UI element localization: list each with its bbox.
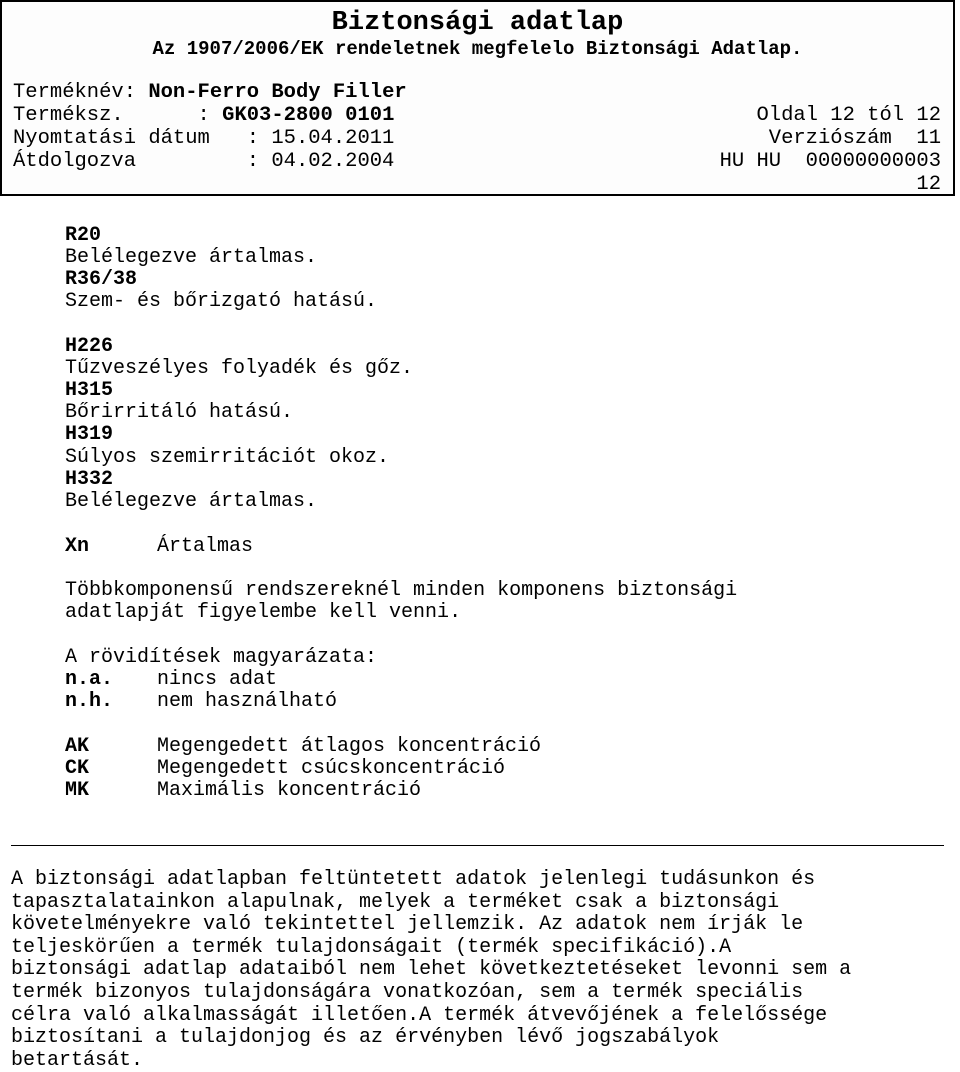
- print-date-row: [13, 127, 394, 150]
- print-date-label: Nyomtatási dátum :: [13, 127, 272, 150]
- version-number: Verziószám 11: [768, 127, 941, 150]
- concentration-code: AK: [65, 735, 90, 758]
- revised-row: [13, 150, 394, 173]
- product-number-row: [13, 104, 394, 127]
- concentration-code: CK: [65, 757, 90, 780]
- r-phrase-code: R20: [65, 224, 102, 247]
- hazard-symbol-text: Ártalmas: [157, 535, 254, 558]
- product-name-label: Terméknév:: [13, 81, 149, 104]
- concentration-text: Megengedett csúcskoncentráció: [157, 757, 506, 780]
- h-phrase-text: Bőrirritáló hatású.: [65, 401, 294, 424]
- document-subtitle: Az 1907/2006/EK rendeletnek megfelelo Biztonsági Adatlap.: [152, 38, 803, 60]
- print-date: 15.04.2011: [271, 127, 395, 150]
- r-phrase-code: R36/38: [65, 268, 138, 291]
- concentration-text: Megengedett átlagos koncentráció: [157, 735, 542, 758]
- product-number-label: Terméksz. :: [13, 104, 223, 127]
- page-number: Oldal 12 tól 12: [756, 104, 941, 127]
- note-line: adatlapját figyelembe kell venni.: [65, 601, 462, 624]
- abbreviation-text: nincs adat: [157, 668, 278, 691]
- abbreviation-code: n.a.: [65, 668, 114, 691]
- h-phrase-code: H332: [65, 468, 114, 491]
- concentration-text: Maximális koncentráció: [157, 779, 422, 802]
- h-phrase-text: Tűzveszélyes folyadék és gőz.: [65, 357, 414, 380]
- r-phrase-text: Belélegezve ártalmas.: [65, 246, 318, 269]
- abbreviation-code: n.h.: [65, 690, 114, 713]
- h-phrase-text: Belélegezve ártalmas.: [65, 490, 318, 513]
- h-phrase-text: Súlyos szemirritációt okoz.: [65, 446, 390, 469]
- disclaimer-paragraph: A biztonsági adatlapban feltüntetett adatok jelenlegi tudásunkon és tapasztalatainkon alapulnak, melyek a terméket csak a biztonsági követelményekre való tekintettel jellemzik. Az adatok nem írják le teljeskörűen a termék tulajdonságait (termék specifikáció).A biztonsági adatlap adataiból nem lehet következtetéseket levonni sem a termék bizonyos tulajdonságára vonatkozóan, sem a termék speciális célra való alkalmasságát illetően.A termék átvevőjének a felelőssége biztosítani a tulajdonjog és az érvényben lévő jogszabályok betartását.: [11, 868, 852, 1072]
- h-phrase-code: H315: [65, 379, 114, 402]
- revised-label: Átdolgozva :: [13, 150, 272, 173]
- document-title: Biztonsági adatlap: [331, 8, 624, 38]
- product-name: Non-Ferro Body Filler: [148, 81, 407, 104]
- revised-date: 04.02.2004: [271, 150, 395, 173]
- abbreviation-text: nem használható: [157, 690, 338, 713]
- document-header: [0, 0, 955, 196]
- product-number: GK03-2800 0101: [222, 104, 395, 127]
- product-name-row: [13, 81, 407, 104]
- abbreviations-title: A rövidítések magyarázata:: [65, 646, 378, 669]
- note-line: Többkomponensű rendszereknél minden komponens biztonsági: [65, 579, 738, 602]
- r-phrase-text: Szem- és bőrizgató hatású.: [65, 290, 378, 313]
- document-code-line2: 12: [916, 173, 941, 196]
- h-phrase-code: H226: [65, 335, 114, 358]
- concentration-code: MK: [65, 779, 90, 802]
- h-phrase-code: H319: [65, 423, 114, 446]
- section-divider: [11, 845, 944, 846]
- document-code: HU HU 00000000003: [719, 150, 941, 173]
- hazard-symbol-code: Xn: [65, 535, 90, 558]
